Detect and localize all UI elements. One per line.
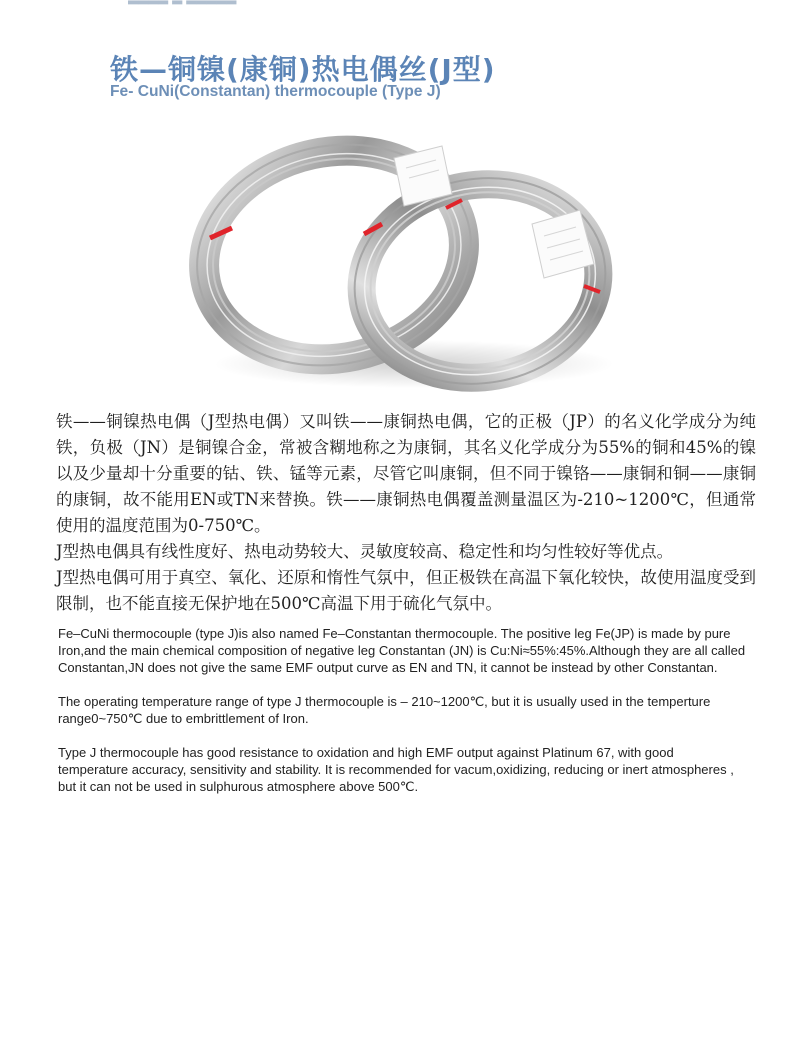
english-description — [58, 625, 746, 812]
english-paragraph: Type J thermocouple has good resistance to oxidation and high EMF output against Platinum 67, with good temperature accuracy, sensitivity and stability. It is recommended for vacum,oxidizing, reducing or inert atmospheres , but it can not be used in sulphurous atmosphere above 500℃. — [58, 745, 734, 794]
chinese-paragraph: J型热电偶可用于真空、氧化、还原和惰性气氛中，但正极铁在高温下氧化较快，故使用温度受到限制，也不能直接无保护地在500℃高温下用于硫化气氛中。 — [56, 568, 756, 613]
english-paragraph: Fe–CuNi thermocouple (type J)is also named Fe–Constantan thermocouple. The positive leg Fe(JP) is made by pure Iron,and the main chemical composition of negative leg Constantan (JN) is Cu:Ni≈55%:45%.Although they are all called Constantan,JN does not give the same EMF output curve as EN and TN, it cannot be instead by other Constantan. — [58, 626, 746, 675]
chinese-paragraph: 铁——铜镍热电偶（J型热电偶）又叫铁——康铜热电偶，它的正极（JP）的名义化学成分为纯铁，负极（JN）是铜镍合金，常被含糊地称之为康铜，其名义化学成分为55%的铜和45%的镍以及少量却十分重要的钴、铁、锰等元素，尽管它叫康铜，但不同于镍铬——康铜和铜——康铜的康铜，故不能用EN或TN来替换。铁——康铜热电偶覆盖测量温区为-210~1200℃，但通常使用的温度范围为0-750℃。 — [56, 412, 756, 535]
title-english: Fe- CuNi(Constantan) thermocouple (Type J) — [110, 83, 441, 100]
chinese-description — [56, 409, 756, 617]
cropped-previous-heading — [128, 0, 328, 6]
wire-coils-photo — [184, 132, 616, 394]
english-paragraph: The operating temperature range of type J thermocouple is – 210~1200℃, but it is usually used in the temperture range0~750℃ due to embrittlement of Iron. — [58, 694, 711, 726]
chinese-paragraph: J型热电偶具有线性度好、热电动势较大、灵敏度较高、稳定性和均匀性较好等优点。 — [56, 542, 674, 561]
title-chinese: 铁—铜镍(康铜)热电偶丝(J型) — [110, 53, 496, 86]
